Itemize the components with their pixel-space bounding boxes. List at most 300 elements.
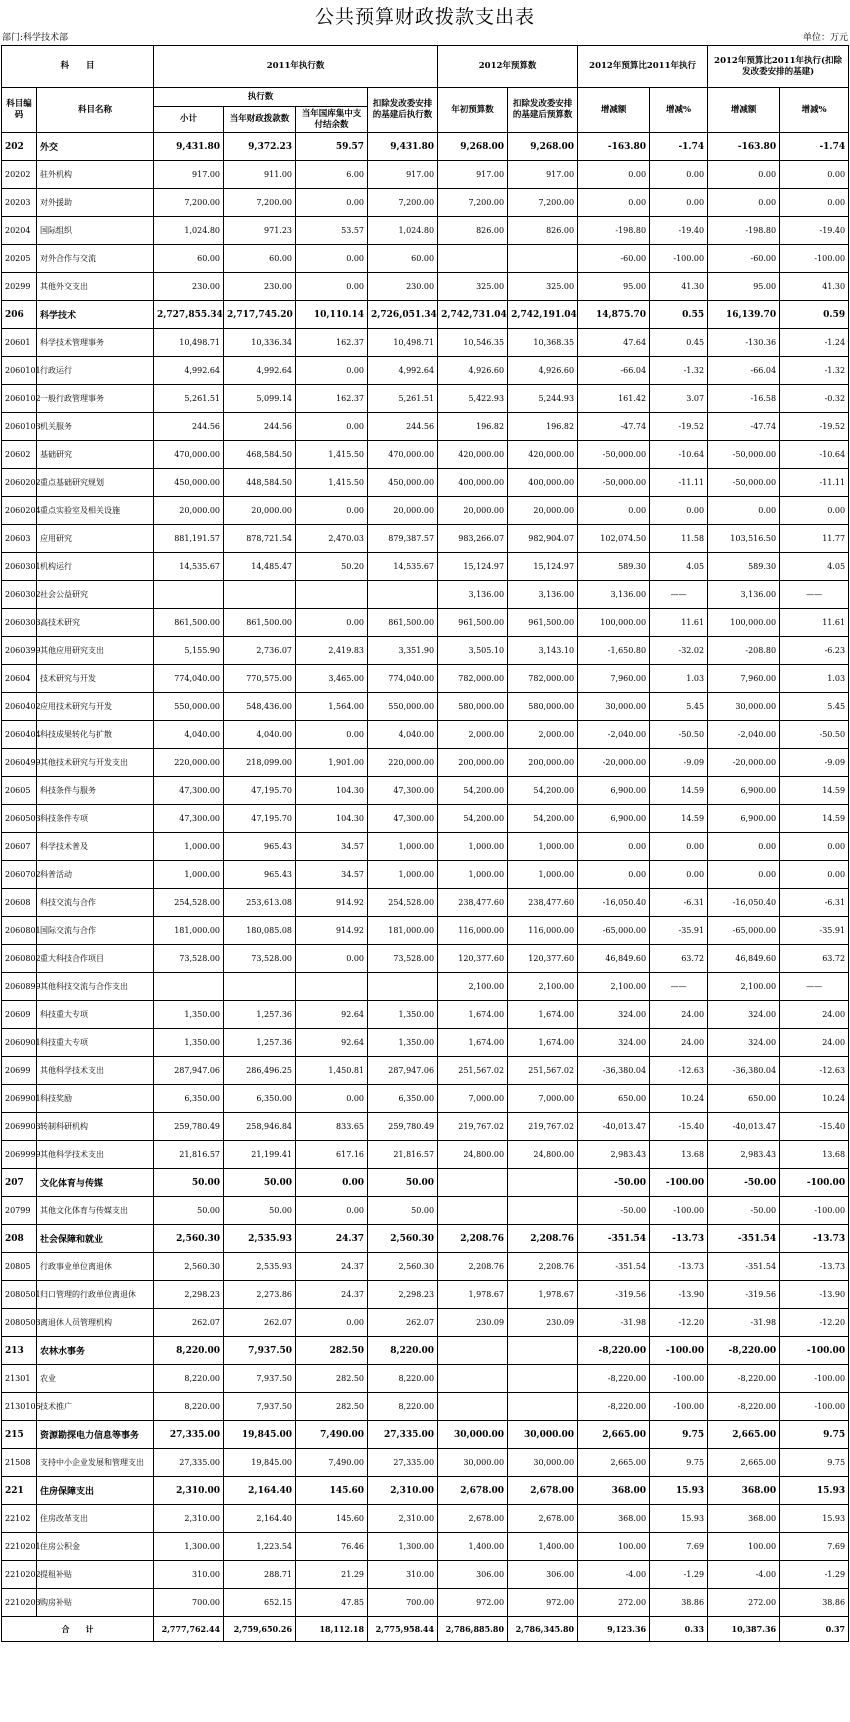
row-value: 4,926.60 xyxy=(438,357,508,385)
row-value: 220,000.00 xyxy=(368,749,438,777)
row-value: -100.00 xyxy=(650,1393,708,1421)
row-value: -47.74 xyxy=(708,413,780,441)
row-value: -16.58 xyxy=(708,385,780,413)
row-value: 38.86 xyxy=(650,1589,708,1617)
row-value: -12.63 xyxy=(780,1057,849,1085)
row-value: 911.00 xyxy=(224,161,296,189)
row-name: 其他科学技术支出 xyxy=(37,1057,154,1085)
row-value: 9.75 xyxy=(650,1421,708,1449)
row-value: 116,000.00 xyxy=(438,917,508,945)
row-value: 30,000.00 xyxy=(708,693,780,721)
row-value: 0.00 xyxy=(650,497,708,525)
row-value: 9,268.00 xyxy=(438,133,508,161)
row-name: 科技交流与合作 xyxy=(37,889,154,917)
row-value: 287,947.06 xyxy=(154,1057,224,1085)
row-value: —— xyxy=(650,581,708,609)
row-value: 470,000.00 xyxy=(368,441,438,469)
row-value: -100.00 xyxy=(650,245,708,273)
row-value: 1,300.00 xyxy=(154,1533,224,1561)
row-value: 861,500.00 xyxy=(224,609,296,637)
row-code: 20602 xyxy=(2,441,37,469)
row-value: -12.20 xyxy=(780,1309,849,1337)
row-name: 社会公益研究 xyxy=(37,581,154,609)
row-value: 2,100.00 xyxy=(578,973,650,1001)
table-row xyxy=(2,245,849,273)
row-name: 购房补贴 xyxy=(37,1589,154,1617)
row-value: -198.80 xyxy=(578,217,650,245)
row-value: -1.29 xyxy=(650,1561,708,1589)
row-value: 6,900.00 xyxy=(578,777,650,805)
row-value: -163.80 xyxy=(578,133,650,161)
row-value: 982,904.07 xyxy=(508,525,578,553)
row-value: 700.00 xyxy=(368,1589,438,1617)
row-value: 4,040.00 xyxy=(154,721,224,749)
row-value: 983,266.07 xyxy=(438,525,508,553)
row-value: 100,000.00 xyxy=(708,609,780,637)
row-value: -13.73 xyxy=(650,1225,708,1253)
row-name: 提租补贴 xyxy=(37,1561,154,1589)
row-value: 9.75 xyxy=(780,1449,849,1477)
row-value: 230.00 xyxy=(368,273,438,301)
row-value: -100.00 xyxy=(650,1337,708,1365)
row-value: 8,220.00 xyxy=(368,1365,438,1393)
row-value: -8,220.00 xyxy=(578,1337,650,1365)
row-name: 科技重大专项 xyxy=(37,1029,154,1057)
total-value: 2,786,345.80 xyxy=(508,1617,578,1642)
table-row xyxy=(2,1309,849,1337)
total-value: 2,775,958.44 xyxy=(368,1617,438,1642)
row-value: -19.40 xyxy=(650,217,708,245)
row-value: 324.00 xyxy=(708,1029,780,1057)
row-value: 1,978.67 xyxy=(438,1281,508,1309)
row-value: 6,350.00 xyxy=(154,1085,224,1113)
row-value: 965.43 xyxy=(224,861,296,889)
row-value: 104.30 xyxy=(296,805,368,833)
row-value: 3,465.00 xyxy=(296,665,368,693)
row-value: -12.63 xyxy=(650,1057,708,1085)
row-value: 3.07 xyxy=(650,385,708,413)
row-value: —— xyxy=(780,973,849,1001)
row-value: 73,528.00 xyxy=(154,945,224,973)
row-code: 2060499 xyxy=(2,749,37,777)
row-code: 2060899 xyxy=(2,973,37,1001)
row-value: 41.30 xyxy=(650,273,708,301)
row-value: 20,000.00 xyxy=(508,497,578,525)
row-value: 21,816.57 xyxy=(368,1141,438,1169)
row-code: 21508 xyxy=(2,1449,37,1477)
row-value: 27,335.00 xyxy=(154,1449,224,1477)
row-value: 14,535.67 xyxy=(368,553,438,581)
row-value: 0.00 xyxy=(780,497,849,525)
row-value: 548,436.00 xyxy=(224,693,296,721)
row-value: 63.72 xyxy=(650,945,708,973)
row-value: 30,000.00 xyxy=(438,1449,508,1477)
row-value: 14,485.47 xyxy=(224,553,296,581)
row-value: 9.75 xyxy=(650,1449,708,1477)
row-value: 262.07 xyxy=(224,1309,296,1337)
row-name: 机关服务 xyxy=(37,413,154,441)
row-value: 580,000.00 xyxy=(438,693,508,721)
row-code: 2060399 xyxy=(2,637,37,665)
row-value: -319.56 xyxy=(708,1281,780,1309)
row-value: 1,000.00 xyxy=(368,861,438,889)
row-value: 76.46 xyxy=(296,1533,368,1561)
row-value: 0.00 xyxy=(708,861,780,889)
row-value: 2,665.00 xyxy=(708,1421,780,1449)
table-row xyxy=(2,805,849,833)
table-row xyxy=(2,161,849,189)
row-value: 0.00 xyxy=(296,357,368,385)
row-value: 2,665.00 xyxy=(578,1449,650,1477)
row-value: 92.64 xyxy=(296,1001,368,1029)
row-value: 2,560.30 xyxy=(154,1253,224,1281)
row-code: 20799 xyxy=(2,1197,37,1225)
row-value: 14.59 xyxy=(650,805,708,833)
row-value: 961,500.00 xyxy=(508,609,578,637)
row-value: 258,946.84 xyxy=(224,1113,296,1141)
table-row xyxy=(2,665,849,693)
row-value: 470,000.00 xyxy=(154,441,224,469)
row-value: 1,000.00 xyxy=(508,833,578,861)
row-value: 324.00 xyxy=(708,1001,780,1029)
row-value: 7,200.00 xyxy=(508,189,578,217)
header-incr-1: 增减额 xyxy=(578,88,650,133)
row-value: -35.91 xyxy=(650,917,708,945)
total-value: 2,786,885.80 xyxy=(438,1617,508,1642)
row-value: -13.90 xyxy=(650,1281,708,1309)
row-value: -10.64 xyxy=(780,441,849,469)
row-value: 287,947.06 xyxy=(368,1057,438,1085)
row-value: 6.00 xyxy=(296,161,368,189)
row-code: 2060102 xyxy=(2,385,37,413)
total-value: 0.33 xyxy=(650,1617,708,1642)
row-value: 1,350.00 xyxy=(368,1001,438,1029)
row-value: 220,000.00 xyxy=(154,749,224,777)
row-value: 770,575.00 xyxy=(224,665,296,693)
row-value: 2,100.00 xyxy=(438,973,508,1001)
row-value: 0.00 xyxy=(578,161,650,189)
row-value: 253,613.08 xyxy=(224,889,296,917)
row-value: 8,220.00 xyxy=(368,1337,438,1365)
row-value: -12.20 xyxy=(650,1309,708,1337)
row-value: 0.00 xyxy=(780,161,849,189)
row-value: 5.45 xyxy=(650,693,708,721)
row-value: 2,298.23 xyxy=(154,1281,224,1309)
row-value: -319.56 xyxy=(578,1281,650,1309)
row-value xyxy=(224,581,296,609)
row-value: 5,422.93 xyxy=(438,385,508,413)
row-value: -35.91 xyxy=(780,917,849,945)
row-value: 50.00 xyxy=(154,1197,224,1225)
row-value: 59.57 xyxy=(296,133,368,161)
row-value: 238,477.60 xyxy=(438,889,508,917)
row-value: 54,200.00 xyxy=(508,777,578,805)
header-subtotal: 小计 xyxy=(154,107,224,133)
row-value: 650.00 xyxy=(708,1085,780,1113)
row-value: 92.64 xyxy=(296,1029,368,1057)
row-value: 2,298.23 xyxy=(368,1281,438,1309)
row-value: 230.09 xyxy=(508,1309,578,1337)
row-value: 0.00 xyxy=(296,1309,368,1337)
row-value: 100.00 xyxy=(578,1533,650,1561)
row-value: 8,220.00 xyxy=(154,1337,224,1365)
row-value: 4,992.64 xyxy=(154,357,224,385)
header-compare-2: 2012年预算比2011年执行(扣除发改委安排的基建) xyxy=(708,46,849,88)
row-code: 2060204 xyxy=(2,497,37,525)
row-value xyxy=(368,973,438,1001)
row-value: 24.00 xyxy=(650,1029,708,1057)
row-value: 1,300.00 xyxy=(368,1533,438,1561)
row-name: 其他外交支出 xyxy=(37,273,154,301)
row-value: 272.00 xyxy=(708,1589,780,1617)
row-value: 310.00 xyxy=(154,1561,224,1589)
table-row xyxy=(2,1225,849,1253)
row-code: 20205 xyxy=(2,245,37,273)
row-value: 6,350.00 xyxy=(368,1085,438,1113)
row-value: 3,136.00 xyxy=(578,581,650,609)
row-value: 774,040.00 xyxy=(154,665,224,693)
row-value: -50.50 xyxy=(650,721,708,749)
row-value: 50.20 xyxy=(296,553,368,581)
row-value: -8,220.00 xyxy=(708,1393,780,1421)
row-value: 10,498.71 xyxy=(368,329,438,357)
row-value: -65,000.00 xyxy=(578,917,650,945)
row-value xyxy=(438,245,508,273)
row-value: -50.00 xyxy=(578,1169,650,1197)
row-name: 住房改革支出 xyxy=(37,1505,154,1533)
row-value: 15.93 xyxy=(650,1477,708,1505)
row-value: -4.00 xyxy=(578,1561,650,1589)
row-value: 200,000.00 xyxy=(438,749,508,777)
row-value: 1,024.80 xyxy=(368,217,438,245)
row-value: 19,845.00 xyxy=(224,1449,296,1477)
row-value: 10,368.35 xyxy=(508,329,578,357)
row-value: -100.00 xyxy=(650,1169,708,1197)
row-value: -11.11 xyxy=(780,469,849,497)
table-row xyxy=(2,945,849,973)
row-value: 1,000.00 xyxy=(508,861,578,889)
row-value: 0.00 xyxy=(296,273,368,301)
row-value: 652.15 xyxy=(224,1589,296,1617)
row-value xyxy=(296,581,368,609)
row-value: 4,040.00 xyxy=(224,721,296,749)
row-value: 0.00 xyxy=(296,189,368,217)
row-value: 24.37 xyxy=(296,1225,368,1253)
row-value: -100.00 xyxy=(650,1197,708,1225)
row-value: 30,000.00 xyxy=(438,1421,508,1449)
table-row xyxy=(2,581,849,609)
row-value: -6.23 xyxy=(780,637,849,665)
row-code: 206 xyxy=(2,301,37,329)
row-value: 54,200.00 xyxy=(508,805,578,833)
row-code: 2069901 xyxy=(2,1085,37,1113)
row-value: 19,845.00 xyxy=(224,1421,296,1449)
row-name: 转制科研机构 xyxy=(37,1113,154,1141)
table-row xyxy=(2,721,849,749)
row-value: -8,220.00 xyxy=(708,1337,780,1365)
row-value: 10.24 xyxy=(780,1085,849,1113)
row-value: 11.77 xyxy=(780,525,849,553)
row-name: 高技术研究 xyxy=(37,609,154,637)
row-value: 1.03 xyxy=(780,665,849,693)
row-value: 9,268.00 xyxy=(508,133,578,161)
row-value: 14.59 xyxy=(650,777,708,805)
row-value: 2,678.00 xyxy=(438,1505,508,1533)
row-value xyxy=(154,973,224,1001)
row-code: 20609 xyxy=(2,1001,37,1029)
row-value: 13.68 xyxy=(650,1141,708,1169)
row-value: 230.00 xyxy=(154,273,224,301)
row-value: 2,665.00 xyxy=(708,1449,780,1477)
header-pct-2: 增减% xyxy=(780,88,849,133)
row-value: 251,567.02 xyxy=(438,1057,508,1085)
row-value: 4.05 xyxy=(780,553,849,581)
row-value: 3,143.10 xyxy=(508,637,578,665)
row-value: —— xyxy=(780,581,849,609)
table-row xyxy=(2,1085,849,1113)
row-value: -13.73 xyxy=(780,1253,849,1281)
row-value: 1,350.00 xyxy=(154,1001,224,1029)
row-value: 2,208.76 xyxy=(438,1225,508,1253)
row-name: 技术研究与开发 xyxy=(37,665,154,693)
row-value: 46,849.60 xyxy=(708,945,780,973)
header-exec-2011: 2011年执行数 xyxy=(154,46,438,88)
row-value: 420,000.00 xyxy=(438,441,508,469)
row-value: -351.54 xyxy=(708,1225,780,1253)
row-value: 47,300.00 xyxy=(368,777,438,805)
row-value: -1.29 xyxy=(780,1561,849,1589)
row-value: 7,200.00 xyxy=(438,189,508,217)
row-value: 1,024.80 xyxy=(154,217,224,245)
row-value: 1,901.00 xyxy=(296,749,368,777)
table-row xyxy=(2,693,849,721)
row-value: 0.00 xyxy=(708,189,780,217)
row-value: 0.59 xyxy=(780,301,849,329)
row-value: 2,310.00 xyxy=(154,1477,224,1505)
row-value: 0.00 xyxy=(650,161,708,189)
total-value: 18,112.18 xyxy=(296,1617,368,1642)
row-value: 1,674.00 xyxy=(508,1001,578,1029)
row-value: 30,000.00 xyxy=(508,1421,578,1449)
row-value: 282.50 xyxy=(296,1337,368,1365)
row-value: 5,261.51 xyxy=(154,385,224,413)
row-code: 2060402 xyxy=(2,693,37,721)
row-code: 2060801 xyxy=(2,917,37,945)
row-value: -50,000.00 xyxy=(578,441,650,469)
row-code: 20604 xyxy=(2,665,37,693)
row-value: -100.00 xyxy=(780,1365,849,1393)
row-value: -351.54 xyxy=(708,1253,780,1281)
row-code: 20603 xyxy=(2,525,37,553)
row-value: 0.00 xyxy=(780,189,849,217)
row-value: 1,350.00 xyxy=(368,1029,438,1057)
budget-table xyxy=(1,45,849,1642)
row-value: -9.09 xyxy=(780,749,849,777)
table-row xyxy=(2,1029,849,1057)
row-name: 农林水事务 xyxy=(37,1337,154,1365)
row-value: 1,415.50 xyxy=(296,441,368,469)
row-code: 2210202 xyxy=(2,1561,37,1589)
row-value: 917.00 xyxy=(154,161,224,189)
row-value: 10,336.34 xyxy=(224,329,296,357)
row-value: 324.00 xyxy=(578,1029,650,1057)
table-row xyxy=(2,1393,849,1421)
row-value: 550,000.00 xyxy=(154,693,224,721)
row-code: 20607 xyxy=(2,833,37,861)
row-value: 120,377.60 xyxy=(508,945,578,973)
row-value: 914.92 xyxy=(296,917,368,945)
row-value: 589.30 xyxy=(708,553,780,581)
row-value: -100.00 xyxy=(780,1393,849,1421)
row-value: -50,000.00 xyxy=(708,441,780,469)
row-value: 324.00 xyxy=(578,1001,650,1029)
row-value: 14,535.67 xyxy=(154,553,224,581)
row-name: 其他技术研究与开发支出 xyxy=(37,749,154,777)
row-value: -1.74 xyxy=(650,133,708,161)
row-code: 202 xyxy=(2,133,37,161)
row-value: 2,560.30 xyxy=(154,1225,224,1253)
row-value: 1,000.00 xyxy=(154,833,224,861)
row-value: 325.00 xyxy=(508,273,578,301)
row-value: -163.80 xyxy=(708,133,780,161)
row-name: 离退休人员管理机构 xyxy=(37,1309,154,1337)
table-row xyxy=(2,1057,849,1085)
table-row xyxy=(2,1477,849,1505)
row-value: 306.00 xyxy=(508,1561,578,1589)
row-value: -6.31 xyxy=(650,889,708,917)
row-value: -9.09 xyxy=(650,749,708,777)
row-value: 550,000.00 xyxy=(368,693,438,721)
row-value: 448,584.50 xyxy=(224,469,296,497)
row-value: -50,000.00 xyxy=(578,469,650,497)
row-value: -8,220.00 xyxy=(708,1365,780,1393)
row-value: 7,000.00 xyxy=(508,1085,578,1113)
table-row xyxy=(2,441,849,469)
row-value: 879,387.57 xyxy=(368,525,438,553)
row-value: 0.00 xyxy=(708,161,780,189)
row-name: 驻外机构 xyxy=(37,161,154,189)
row-value: -20,000.00 xyxy=(708,749,780,777)
table-row xyxy=(2,385,849,413)
row-value: -19.40 xyxy=(780,217,849,245)
row-value: 700.00 xyxy=(154,1589,224,1617)
row-code: 2080501 xyxy=(2,1281,37,1309)
table-row xyxy=(2,1365,849,1393)
row-value: -36,380.04 xyxy=(708,1057,780,1085)
row-value: 282.50 xyxy=(296,1393,368,1421)
row-value: 782,000.00 xyxy=(438,665,508,693)
table-row xyxy=(2,1281,849,1309)
header-subject: 科 目 xyxy=(2,46,154,88)
row-value: -13.73 xyxy=(780,1225,849,1253)
row-value xyxy=(508,245,578,273)
row-code: 215 xyxy=(2,1421,37,1449)
row-value: 14,875.70 xyxy=(578,301,650,329)
row-code: 2060901 xyxy=(2,1029,37,1057)
row-value: 6,900.00 xyxy=(708,777,780,805)
table-row xyxy=(2,609,849,637)
row-code: 2060101 xyxy=(2,357,37,385)
header-initial-budget: 年初预算数 xyxy=(438,88,508,133)
row-value: 27,335.00 xyxy=(368,1449,438,1477)
row-value: 286,496.25 xyxy=(224,1057,296,1085)
total-label: 合 计 xyxy=(2,1617,154,1642)
row-value: 30,000.00 xyxy=(578,693,650,721)
row-value: 306.00 xyxy=(438,1561,508,1589)
row-value: 34.57 xyxy=(296,861,368,889)
header-code: 科目编码 xyxy=(2,88,37,133)
row-name: 其他科技交流与合作支出 xyxy=(37,973,154,1001)
